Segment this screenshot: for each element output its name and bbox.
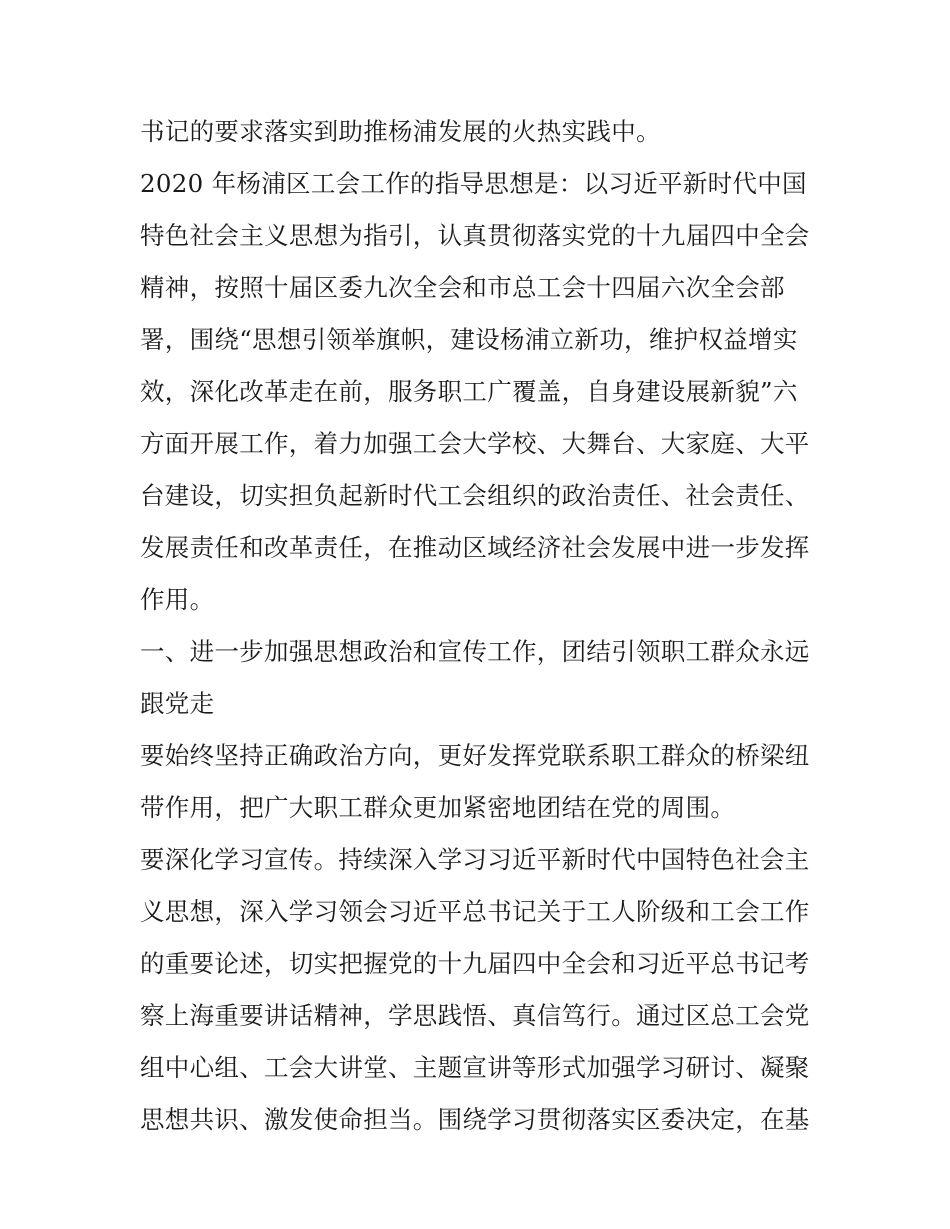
text-line: 发展责任和改革责任，在推动区域经济社会发展中进一步发挥 <box>140 533 810 562</box>
text-line: 书记的要求落实到助推杨浦发展的火热实践中。 <box>140 117 661 146</box>
text-line: 台建设，切实担负起新时代工会组织的政治责任、社会责任、 <box>140 481 810 510</box>
text-line: 署，围绕“思想引领举旗帜，建设杨浦立新功，维护权益增实 <box>140 325 798 354</box>
text-line: 要深化学习宣传。持续深入学习习近平新时代中国特色社会主 <box>140 845 810 874</box>
document-body <box>140 106 815 1146</box>
text-line: 要始终坚持正确政治方向，更好发挥党联系职工群众的桥梁纽 <box>140 741 810 770</box>
section-heading-line: 一、进一步加强思想政治和宣传工作，团结引领职工群众永远 <box>140 637 810 666</box>
text-line: 方面开展工作，着力加强工会大学校、大舞台、大家庭、大平 <box>140 429 810 458</box>
text-line: 的重要论述，切实把握党的十九届四中全会和习近平总书记考 <box>140 949 810 978</box>
text-line: 效，深化改革走在前，服务职工广覆盖，自身建设展新貌”六 <box>140 377 798 406</box>
text-line: 特色社会主义思想为指引，认真贯彻落实党的十九届四中全会 <box>140 221 810 250</box>
text-line: 义思想，深入学习领会习近平总书记关于工人阶级和工会工作 <box>140 897 810 926</box>
text-line: 察上海重要讲话精神，学思践悟、真信笃行。通过区总工会党 <box>140 1001 810 1030</box>
text-line: 带作用，把广大职工群众更加紧密地团结在党的周围。 <box>140 793 736 822</box>
text-line: 思想共识、激发使命担当。围绕学习贯彻落实区委决定，在基 <box>140 1105 810 1134</box>
text-line: 2020 年杨浦区工会工作的指导思想是：以习近平新时代中国 <box>140 169 807 198</box>
text-line: 组中心组、工会大讲堂、主题宣讲等形式加强学习研讨、凝聚 <box>140 1053 810 1082</box>
section-heading-line: 跟党走 <box>140 689 215 718</box>
text-line: 精神，按照十届区委九次全会和市总工会十四届六次全会部 <box>140 273 785 302</box>
text-line: 作用。 <box>140 585 215 614</box>
